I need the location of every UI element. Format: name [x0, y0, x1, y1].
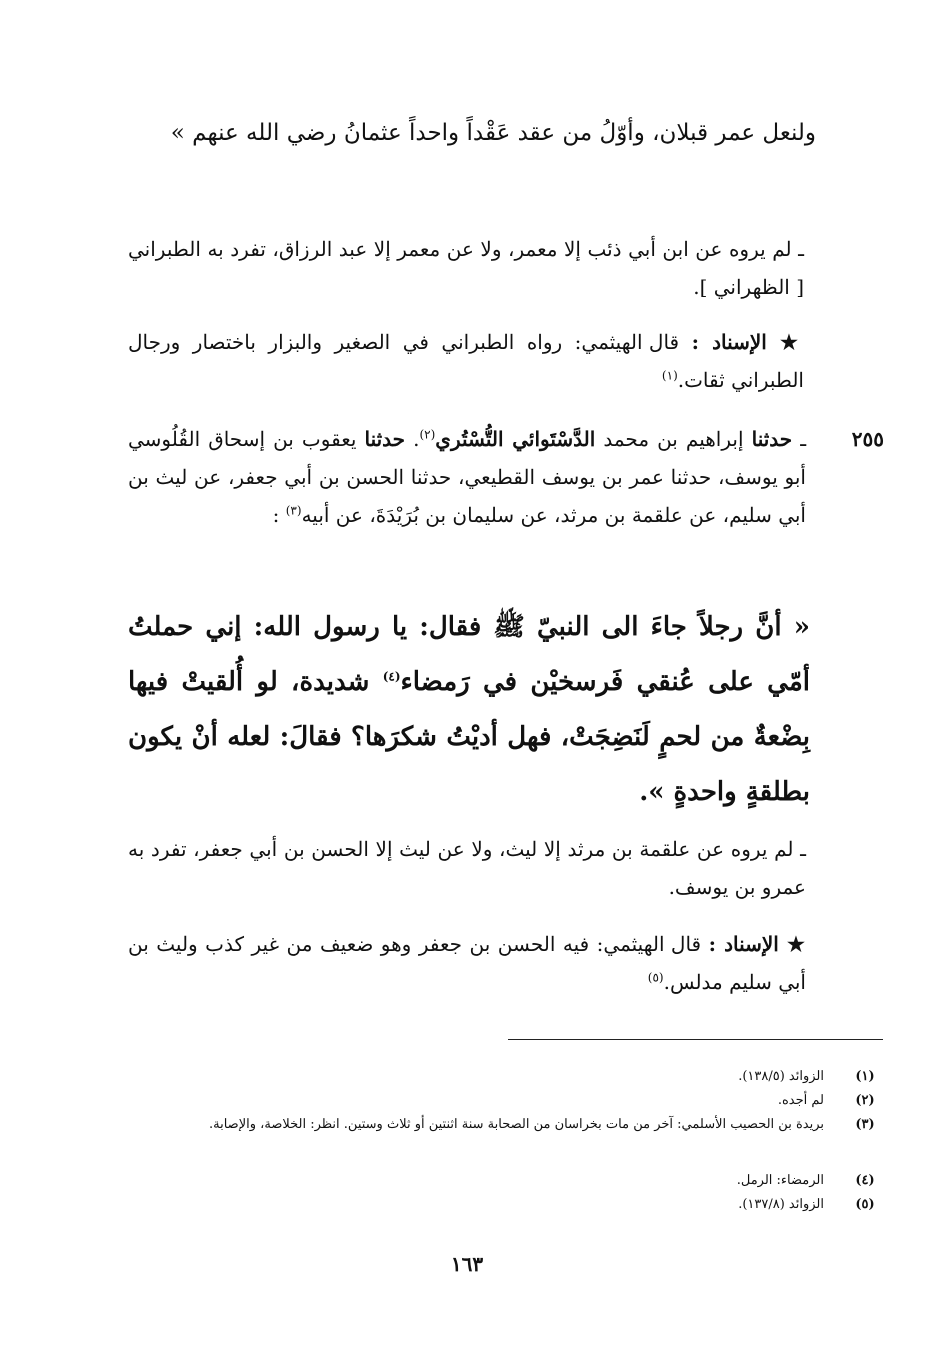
- isnad-1-footnote-ref: (١): [661, 368, 678, 383]
- footnote-3: [0, 1114, 934, 1158]
- footnote-1-text: الزوائد (١٣٨/٥).: [738, 1069, 824, 1084]
- footnote-1: [0, 1066, 934, 1088]
- footnote-4-text: الرمضاء: الرمل.: [736, 1173, 824, 1188]
- narrator-name-bold: الدَّسْتَوائي التُّسْتُري: [435, 427, 596, 451]
- footnote-4-number: (٤): [855, 1173, 875, 1188]
- chain-part-2: .: [413, 427, 420, 451]
- note-2-text: ـ لم يروه عن علقمة بن مرثد إلا ليث، ولا عن ليث إلا الحسن بن أبي جعفر، تفرد به عمرو بن يوسف.: [128, 837, 806, 899]
- footnote-5-text: الزوائد (١٣٧/٨).: [738, 1197, 824, 1212]
- isnad-1-label: ★ الإسناد :: [691, 330, 805, 354]
- hadith-number: [852, 420, 884, 458]
- hadith-continuation: [126, 108, 816, 158]
- footnote-2-number: (٢): [855, 1093, 875, 1108]
- page-number-value: ١٦٣: [450, 1252, 484, 1276]
- narration-note-2: [128, 830, 806, 906]
- isnad-note-2: [128, 925, 806, 1001]
- note-1-text: ـ لم يروه عن ابن أبي ذئب إلا معمر، ولا عن معمر إلا عبد الرزاق، تفرد به الطبراني [ الظهراني ].: [128, 237, 804, 299]
- continuation-text: ولنعل عمر قبلان، وأوّلُ من عقد عَقْداً واحداً عثمانُ رضي الله عنهم »: [170, 120, 816, 146]
- isnad-2-text: قال الهيثمي: فيه الحسن بن جعفر وهو ضعيف من غير كذب وليث بن أبي سليم مدلس.: [128, 932, 806, 994]
- hadith-text-part-b: شديدة، لو أُلقيتْ فيها بِضْعةٌ من لحمٍ لَنَضِجَتْ، فهل أديْتُ شكرَها؟ فقالَ: لعله أنْ يكون بطلقةٍ واحدةٍ ».: [128, 667, 810, 807]
- footnote-1-number: (١): [855, 1069, 875, 1084]
- footnote-3-number: (٣): [855, 1117, 875, 1132]
- hadith-255-chain: [128, 420, 806, 534]
- hadith-footnote-ref-4: (٤): [382, 669, 401, 684]
- hadith-text-part-a: « أنَّ رجلاً جاءَ الى النبيّ ﷺ فقال: يا رسول الله: إني حملتُ أمّي على عُنقي فَرسخيْن في رَمضاء: [128, 612, 811, 697]
- hadith-255-text: [128, 600, 810, 820]
- footnote-2-text: لم أجده.: [777, 1093, 824, 1108]
- isnad-2-label: ★ الإسناد :: [708, 932, 807, 956]
- haddathana-1: حدثنا: [751, 427, 793, 451]
- hadith-number-value: ٢٥٥: [851, 427, 884, 451]
- chain-footnote-ref-3: (٣): [285, 503, 302, 518]
- hadith-255-dash: ـ: [800, 427, 807, 451]
- footnote-2: [0, 1090, 934, 1112]
- footnote-divider: [508, 1039, 883, 1040]
- chain-footnote-ref-2: (٢): [419, 427, 436, 442]
- narration-note-1: [128, 230, 804, 306]
- footnote-3-text: بريدة بن الحصيب الأسلمي: آخر من مات بخراسان من الصحابة سنة اثنتين أو ثلاث وستين. انظر: الخلاصة، والإصابة.: [209, 1117, 824, 1132]
- isnad-2-footnote-ref: (٥): [647, 970, 664, 985]
- isnad-note-1: [128, 323, 804, 399]
- haddathana-2: حدثنا: [364, 427, 406, 451]
- footnote-4: [0, 1170, 934, 1192]
- footnote-5: [0, 1194, 934, 1216]
- isnad-1-text: قال الهيثمي: رواه الطبراني في الصغير والبزار باختصار ورجال الطبراني ثقات.: [128, 330, 804, 392]
- footnote-5-number: (٥): [855, 1197, 875, 1212]
- chain-part-1: إبراهيم بن محمد: [603, 427, 744, 451]
- chain-narrators: يعقوب بن إسحاق القُلُوسي أبو يوسف، حدثنا عمر بن يوسف القطيعي، حدثنا الحسن بن أبي جعفر، عن ليث بن أبي سليم، عن علقمة بن مرثد، عن سليمان بن بُرَيْدَةَ، عن أبيه: [128, 427, 806, 527]
- chain-end: :: [272, 503, 280, 527]
- page-number: [0, 1252, 934, 1276]
